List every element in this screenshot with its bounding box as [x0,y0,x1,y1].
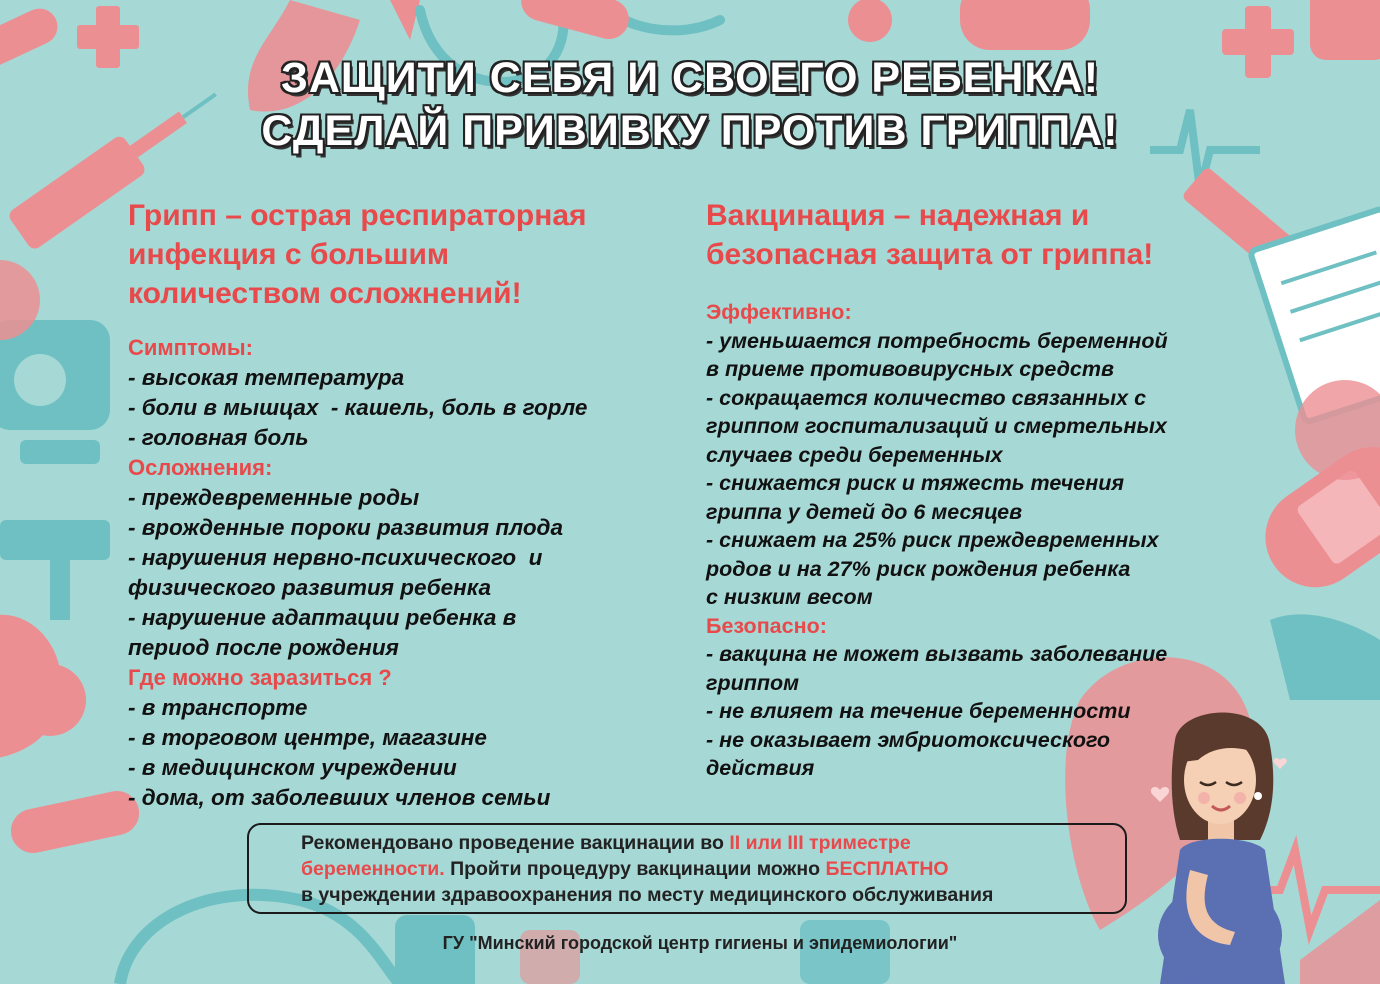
list-item: гриппа у детей до 6 месяцев [706,499,1023,524]
list-item: случаев среди беременных [706,442,1003,467]
title-line-1: ЗАЩИТИ СЕБЯ И СВОЕГО РЕБЕНКА! [280,54,1100,102]
list-item: родов и на 27% риск рождения ребенка [706,556,1131,581]
list-item: - головная боль [128,425,309,450]
list-item: - сокращается количество связанных с [706,385,1147,410]
list-item: - врожденные пороки развития плода [128,515,563,540]
left-lead-line: количеством осложнений! [128,277,522,310]
list-item: - уменьшается потребность беременной [706,328,1168,353]
organization-footer: ГУ "Минский городской центр гигиены и эпидемиологии" [442,933,958,953]
list-item: гриппом [706,670,800,695]
notice-trimester-highlight: II или III триместре [729,832,911,854]
page-title [0,52,1380,158]
notice-pregnancy-highlight: беременности. [301,858,445,880]
list-item: - не оказывает эмбриотоксического [706,727,1111,752]
list-item: - не влияет на течение беременности [706,699,1131,723]
list-item: - преждевременные роды [128,485,420,510]
notice-line-3: в учреждении здравоохранения по месту медицинского обслуживания [301,884,994,906]
right-lead-line: Вакцинация – надежная и [706,199,1090,232]
left-lead-line: инфекция с большим [128,238,450,271]
list-item: - нарушение адаптации ребенка в [128,605,517,630]
list-item: физического развития ребенка [128,575,491,600]
list-item: гриппом госпитализаций и смертельных [706,414,1167,438]
list-item: - вакцина не может вызвать заболевание [706,642,1168,666]
section-title-infection-places: Где можно заразиться ? [128,665,392,690]
left-lead-line: Грипп – острая респираторная [128,199,587,232]
left-column [128,196,693,813]
list-item: в приеме противовирусных средств [706,357,1114,381]
list-item: действия [706,756,815,780]
list-item: - снижается риск и тяжесть течения [706,471,1125,495]
list-item: - боли в мышцах - кашель, боль в горле [128,395,588,420]
notice-free-highlight: БЕСПЛАТНО [825,858,949,880]
list-item: - в транспорте [128,695,308,720]
notice-line-1 [301,830,1125,856]
section-title-symptoms: Симптомы: [128,335,253,360]
notice-text: Пройти процедуру вакцинации можно [444,858,826,880]
section-title-effective: Эффективно: [706,300,852,324]
title-line-2: СДЕЛАЙ ПРИВИВКУ ПРОТИВ ГРИППА! [261,107,1119,155]
section-title-complications: Осложнения: [128,455,273,480]
list-item: - высокая температура [128,365,405,390]
list-item: - нарушения нервно-психического и [128,545,543,570]
notice-line-2 [301,856,1125,882]
list-item: - снижает на 25% риск преждевременных [706,528,1159,552]
list-item: - в торговом центре, магазине [128,725,487,750]
list-item: - в медицинском учреждении [128,755,457,780]
list-item: с низким весом [706,585,873,609]
list-item: - дома, от заболевших членов семьи [128,785,551,810]
section-title-safe: Безопасно: [706,613,827,638]
notice-text: Рекомендовано проведение вакцинации во [301,832,730,854]
list-item: период после рождения [128,635,399,660]
right-lead-line: безопасная защита от гриппа! [706,238,1154,271]
recommendation-box [247,823,1127,914]
right-column [706,196,1296,783]
